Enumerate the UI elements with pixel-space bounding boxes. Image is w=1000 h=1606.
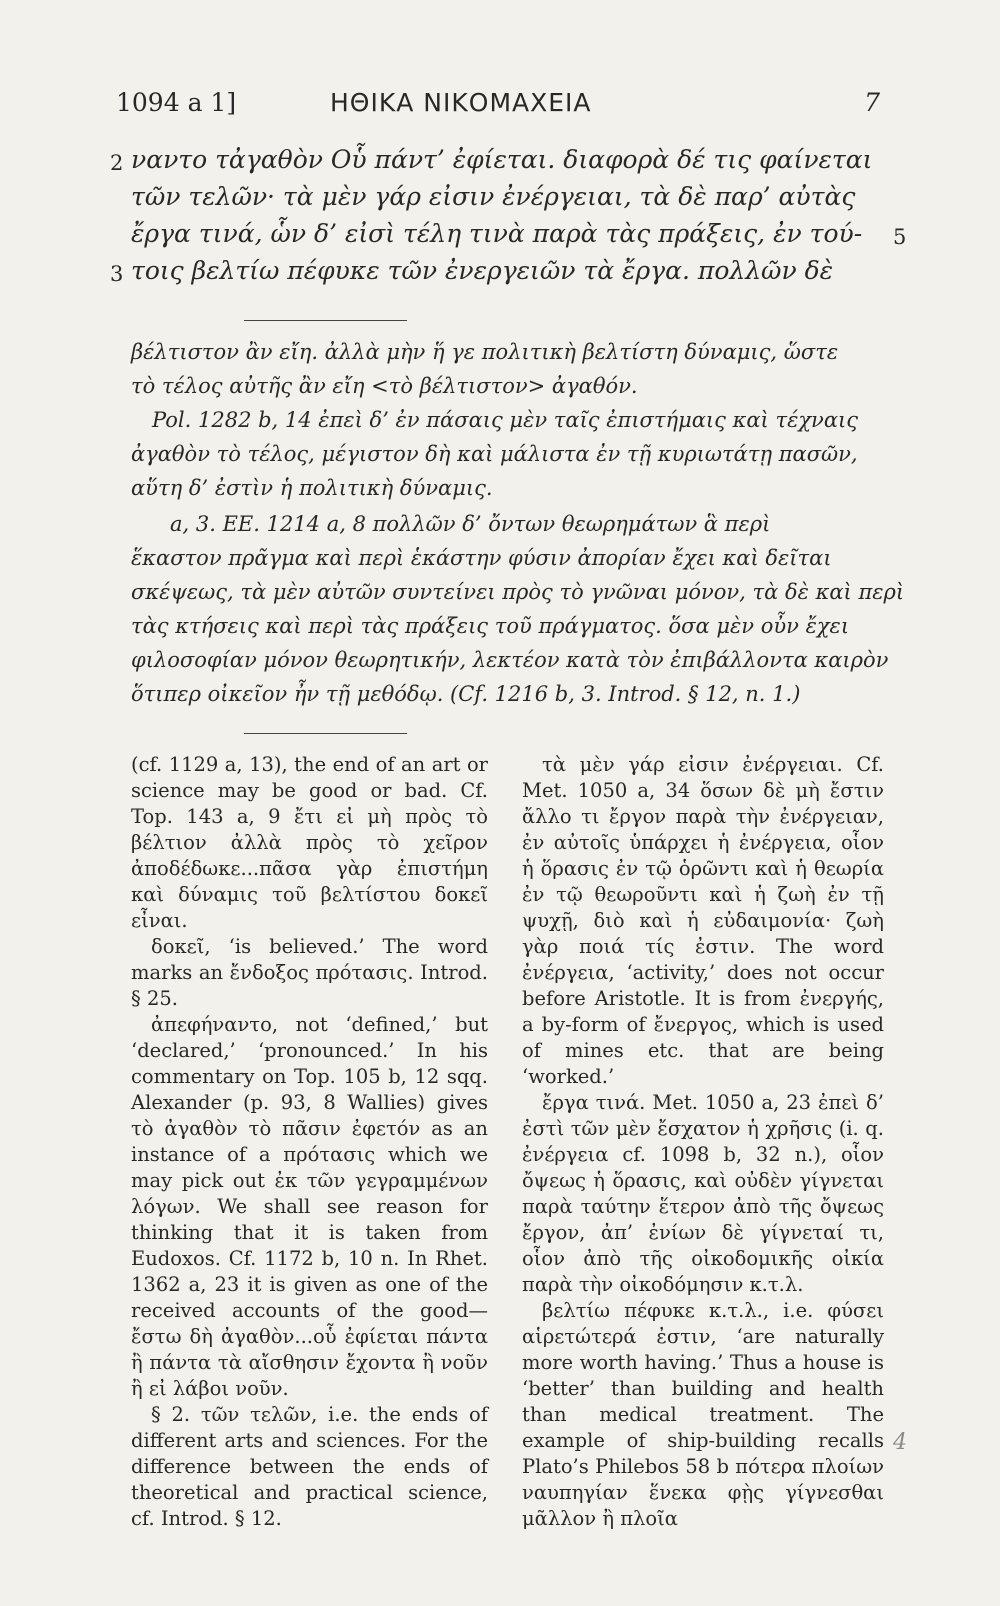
- header-reference: 1094 a 1]: [116, 88, 237, 117]
- apparatus-line: ἀγαθὸν τὸ τέλος, μέγιστον δὴ καὶ μάλιστα ἐν τῇ κυριωτάτῃ πασῶν,: [131, 442, 858, 466]
- text-line: τοις βελτίω πέφυκε τῶν ἐνεργειῶν τὰ ἔργα. πολλῶν δὲ: [131, 256, 834, 285]
- apparatus-line: τὰς κτήσεις καὶ περὶ τὰς πράξεις τοῦ πράγματος. ὅσα μὲν οὖν ἔχει: [131, 614, 850, 638]
- section-number: 2: [110, 151, 124, 175]
- text-line: τῶν τελῶν· τὰ μὲν γάρ εἰσιν ἐνέργειαι, τὰ δὲ παρ’ αὐτὰς: [131, 182, 856, 211]
- divider: [244, 320, 407, 321]
- commentary-paragraph: τὰ μὲν γάρ εἰσιν ἐνέργειαι. Cf. Met. 1050 a, 34 ὅσων δὲ μὴ ἔστιν ἄλλο τι ἔργον παρὰ τὴν ἐνέργειαν, ἐν αὐτοῖς ὑπάρχει ἡ ἐνέργεια, οἷον ἡ ὅρασις ἐν τῷ ὁρῶντι καὶ ἡ θεωρία ἐν τῷ θεωροῦντι καὶ ἡ ζωὴ ἐν τῇ ψυχῇ, διὸ καὶ ἡ εὐδαιμονία· ζωὴ γὰρ ποιά τίς ἐστιν. The word ἐνέργεια, ‘activity,’ does not occur before Aristotle. It is from ἐνεργής, a by-form of ἔνεργος, which is used of mines etc. that are being ‘worked.’: [522, 753, 884, 1088]
- apparatus-line: Pol. 1282 b, 14 ἐπεὶ δ’ ἐν πάσαις μὲν ταῖς ἐπιστήμαις καὶ τέχναις: [152, 408, 859, 432]
- section-number: 3: [110, 262, 124, 286]
- commentary-paragraph: § 2. τῶν τελῶν, i.e. the ends of different arts and sciences. For the difference between the ends of theoretical and practical science, cf. Introd. § 12.: [131, 1403, 488, 1530]
- apparatus-line: σκέψεως, τὰ μὲν αὐτῶν συντείνει πρὸς τὸ γνῶναι μόνον, τὰ δὲ καὶ περὶ: [131, 580, 905, 604]
- commentary-paragraph: (cf. 1129 a, 13), the end of an art or science may be good or bad. Cf. Top. 143 a, 9 ἔτι εἰ μὴ πρὸς τὸ βέλτιον ἀλλὰ πρὸς τὸ χεῖρον ἀποδέδωκε...πᾶσα γὰρ ἐπιστήμη καὶ δύναμις τοῦ βελτίστου δοκεῖ εἶναι.: [131, 753, 488, 932]
- commentary-paragraph: δοκεῖ, ‘is believed.’ The word marks an ἔνδοξος πρότασις. Introd. § 25.: [131, 935, 488, 1010]
- text-line: ἔργα τινά, ὧν δ’ εἰσὶ τέλη τινὰ παρὰ τὰς πράξεις, ἐν τού-: [131, 219, 863, 248]
- apparatus-line: ὅτιπερ οἰκεῖον ἦν τῇ μεθόδῳ. (Cf. 1216 b, 3. Introd. § 12, n. 1.): [131, 682, 801, 706]
- header-title: ΗΘΙΚΑ ΝΙΚΟΜΑΧΕΙΑ: [330, 88, 592, 117]
- text-line: ναντο τἀγαθὸν Οὗ πάντ’ ἐφίεται. διαφορὰ δέ τις φαίνεται: [131, 145, 873, 174]
- apparatus-line: βέλτιστον ἂν εἴη. ἀλλὰ μὴν ἥ γε πολιτικὴ βελτίστη δύναμις, ὥστε: [131, 340, 839, 364]
- divider: [244, 733, 407, 734]
- commentary-paragraph: ἔργα τινά. Met. 1050 a, 23 ἐπεὶ δ’ ἐστὶ τῶν μὲν ἔσχατον ἡ χρῆσις (i. q. ἐνέργεια cf. 1098 b, 32 n.), οἷον ὄψεως ἡ ὅρασις, καὶ οὐδὲν γίγνεται παρὰ ταύτην ἕτερον ἀπὸ τῆς ὄψεως ἔργον, ἀπ’ ἐνίων δὲ γίγνεταί τι, οἷον ἀπὸ τῆς οἰκοδομικῆς οἰκία παρὰ τὴν οἰκοδόμησιν κ.τ.λ.: [522, 1091, 884, 1296]
- commentary-right-column: [522, 752, 884, 1532]
- apparatus-line: ἕκαστον πρᾶγμα καὶ περὶ ἑκάστην φύσιν ἀπορίαν ἔχει καὶ δεῖται: [131, 546, 832, 570]
- line-number: 5: [893, 225, 907, 249]
- pencil-annotation: 4: [893, 1430, 907, 1455]
- commentary-paragraph: βελτίω πέφυκε κ.τ.λ., i.e. φύσει αἱρετώτερά ἐστιν, ‘are naturally more worth having.’ Thus a house is ‘better’ than building and health than medical treatment. The example of ship-building recalls Plato’s Philebos 58 b πότερα πλοίων ναυπηγίαν ἕνεκα φῂς γίγνεσθαι μᾶλλον ἢ πλοῖα: [522, 1299, 884, 1530]
- commentary-paragraph: ἀπεφήναντο, not ‘defined,’ but ‘declared,’ ‘pronounced.’ In his commentary on Top. 105 b, 12 sqq. Alexander (p. 93, 8 Wallies) gives τὸ ἀγαθὸν τὸ πᾶσιν ἐφετόν as an instance of a πρότασις which we may pick out ἐκ τῶν γεγραμμένων λόγων. We shall see reason for thinking that it is taken from Eudoxos. Cf. 1172 b, 10 n. In Rhet. 1362 a, 23 it is given as one of the received accounts of the good—ἔστω δὴ ἀγαθὸν...οὗ ἐφίεται πάντα ἢ πάντα τὰ αἴσθησιν ἔχοντα ἢ νοῦν ἢ εἰ λάβοι νοῦν.: [131, 1013, 488, 1400]
- commentary-left-column: [131, 752, 488, 1532]
- apparatus-line: τὸ τέλος αὐτῆς ἂν εἴη <τὸ βέλτιστον> ἀγαθόν.: [131, 374, 638, 398]
- running-header: [116, 88, 886, 128]
- apparatus-line: αὕτη δ’ ἐστὶν ἡ πολιτικὴ δύναμις.: [131, 476, 493, 500]
- page-number: 7: [864, 88, 880, 117]
- apparatus-line: φιλοσοφίαν μόνον θεωρητικήν, λεκτέον κατὰ τὸν ἐπιβάλλοντα καιρὸν: [131, 648, 889, 672]
- apparatus-line: a, 3. EE. 1214 a, 8 πολλῶν δ’ ὄντων θεωρημάτων ἃ περὶ: [170, 512, 771, 536]
